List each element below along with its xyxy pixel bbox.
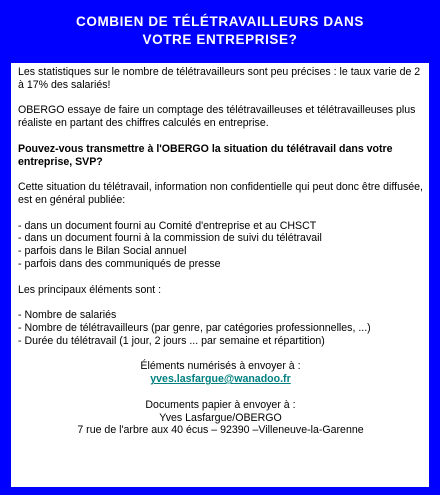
list-item: - dans un document fourni à la commission de suivi du télétravail — [18, 232, 322, 245]
obergo-paragraph: OBERGO essaye de faire un comptage des télétravailleuses et télétravailleuses plus réaliste en partant des chiffres calculés en entreprise. — [18, 104, 416, 130]
list-item: - dans un document fourni au Comité d'entreprise et au CHSCT — [18, 219, 317, 232]
list-item: - parfois dans le Bilan Social annuel — [18, 245, 187, 258]
page-title — [4, 4, 436, 54]
digital-contact — [18, 360, 423, 386]
list-item: - Durée du télétravail (1 jour, 2 jours ... par semaine et répartition) — [18, 334, 325, 347]
list-item: - parfois dans des communiqués de presse — [18, 257, 221, 270]
email-link[interactable]: yves.lasfargue@wanadoo.fr — [150, 373, 291, 386]
elements-paragraph: Les principaux éléments sont : — [18, 283, 162, 296]
publication-list — [18, 220, 423, 271]
content-panel — [11, 63, 429, 487]
paper-name: Yves Lasfargue/OBERGO — [159, 411, 282, 424]
list-item: - Nombre de télétravailleurs (par genre, par catégories professionnelles, ...) — [18, 321, 371, 334]
paper-address: 7 rue de l'arbre aux 40 écus – 92390 –Villeneuve-la-Garenne — [77, 424, 364, 437]
digital-label: Éléments numérisés à envoyer à : — [140, 360, 301, 373]
paper-label: Documents papier à envoyer à : — [145, 398, 296, 411]
title-line-2: VOTRE ENTREPRISE? — [142, 32, 298, 47]
statistics-paragraph: Les statistiques sur le nombre de télétravailleurs sont peu précises : le taux varie de 2 à 17% des salariés! — [18, 66, 421, 91]
request-paragraph: Pouvez-vous transmettre à l'OBERGO la situation du télétravail dans votre entreprise, SVP? — [18, 142, 393, 168]
elements-list — [18, 309, 423, 347]
list-item: - Nombre de salariés — [18, 309, 117, 322]
title-line-1: COMBIEN DE TÉLÉTRAVAILLEURS DANS — [76, 14, 364, 29]
paper-contact — [18, 399, 423, 437]
publication-paragraph: Cette situation du télétravail, information non confidentielle qui peut donc être diffusée, est en général publiée: — [18, 181, 423, 206]
